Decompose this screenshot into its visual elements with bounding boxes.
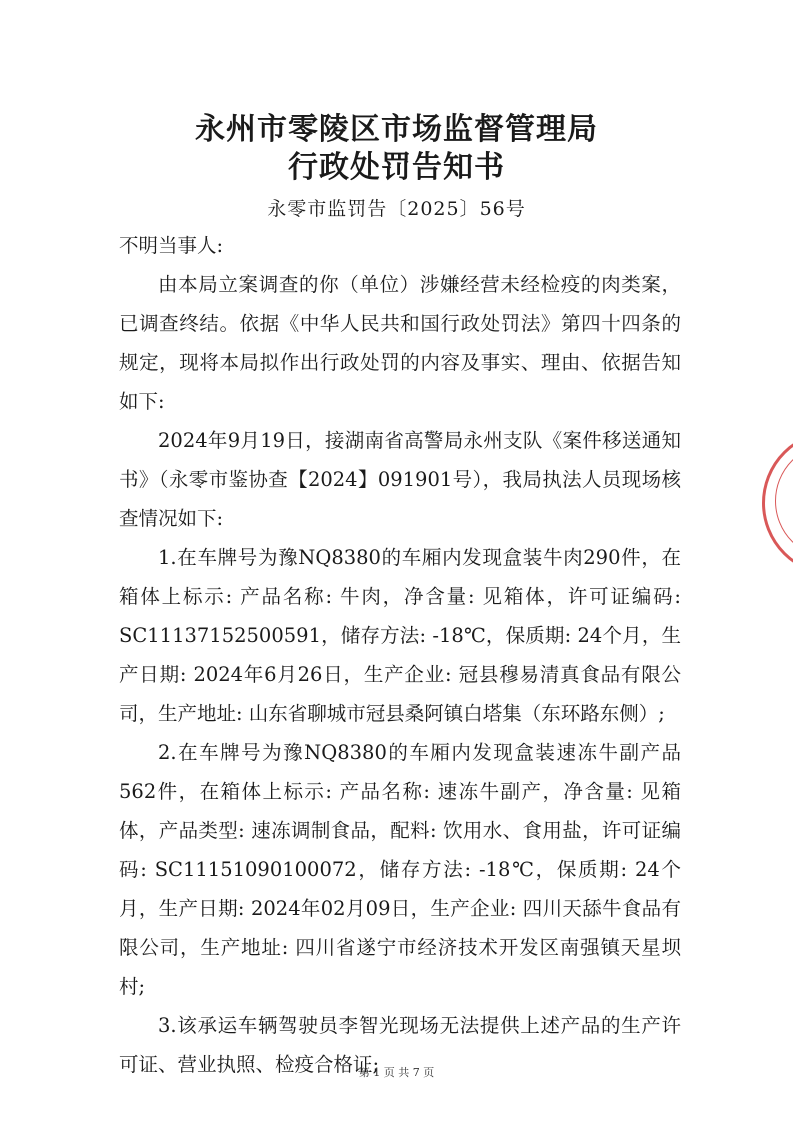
- paragraph-finding-3: 3.该承运车辆驾驶员李智光现场无法提供上述产品的生产许可证、营业执照、检疫合格证;: [119, 1014, 681, 1076]
- document-body: [119, 226, 681, 1084]
- paragraph-intro: 由本局立案调查的你（单位）涉嫌经营未经检疫的肉类案，已调查终结。依据《中华人民共和国行政处罚法》第四十四条的规定，现将本局拟作出行政处罚的内容及事实、理由、依据告知如下:: [119, 273, 681, 413]
- document-title-line2: 行政处罚告知书: [288, 150, 505, 185]
- paragraph-finding-1: 1.在车牌号为豫NQ8380的车厢内发现盒装牛肉290件，在箱体上标示: 产品名称: 牛肉，净含量: 见箱体，许可证编码: SC11137152500591，储存方法: -18℃，保质期: 24个月，生产日期: 2024年6月26日，生产企业: 冠县穆易清真食品有限公司，生产地址: 山东省聊城市冠县桑阿镇白塔集（东环路东侧）;: [119, 546, 681, 725]
- document-title-line1: 永州市零陵区市场监督管理局: [195, 112, 598, 147]
- paragraph-finding-2: 2.在车牌号为豫NQ8380的车厢内发现盒装速冻牛副产品562件，在箱体上标示: 产品名称: 速冻牛副产，净含量: 见箱体，产品类型: 速冻调制食品，配料: 饮用水、食用盐，许可证编码: SC11151090100072，储存方法: -18℃，保质期: 24个月，生产日期: 2024年02月09日，生产企业: 四川天舔牛食品有限公司，生产地址: 四川省遂宁市经济技术开发区南强镇天星坝村;: [119, 741, 681, 998]
- official-seal-inner-ring: [775, 443, 793, 559]
- salutation: 不明当事人:: [119, 234, 224, 257]
- paragraph-referral: 2024年9月19日，接湖南省高警局永州支队《案件移送通知书》（永零市鉴协查【2024】091901号），我局执法人员现场核查情况如下:: [119, 429, 681, 530]
- official-seal: [762, 430, 793, 576]
- document-number: 永零市监罚告〔2025〕56号: [267, 198, 526, 220]
- page-number: 第 1 页 共 7 页: [358, 1066, 435, 1079]
